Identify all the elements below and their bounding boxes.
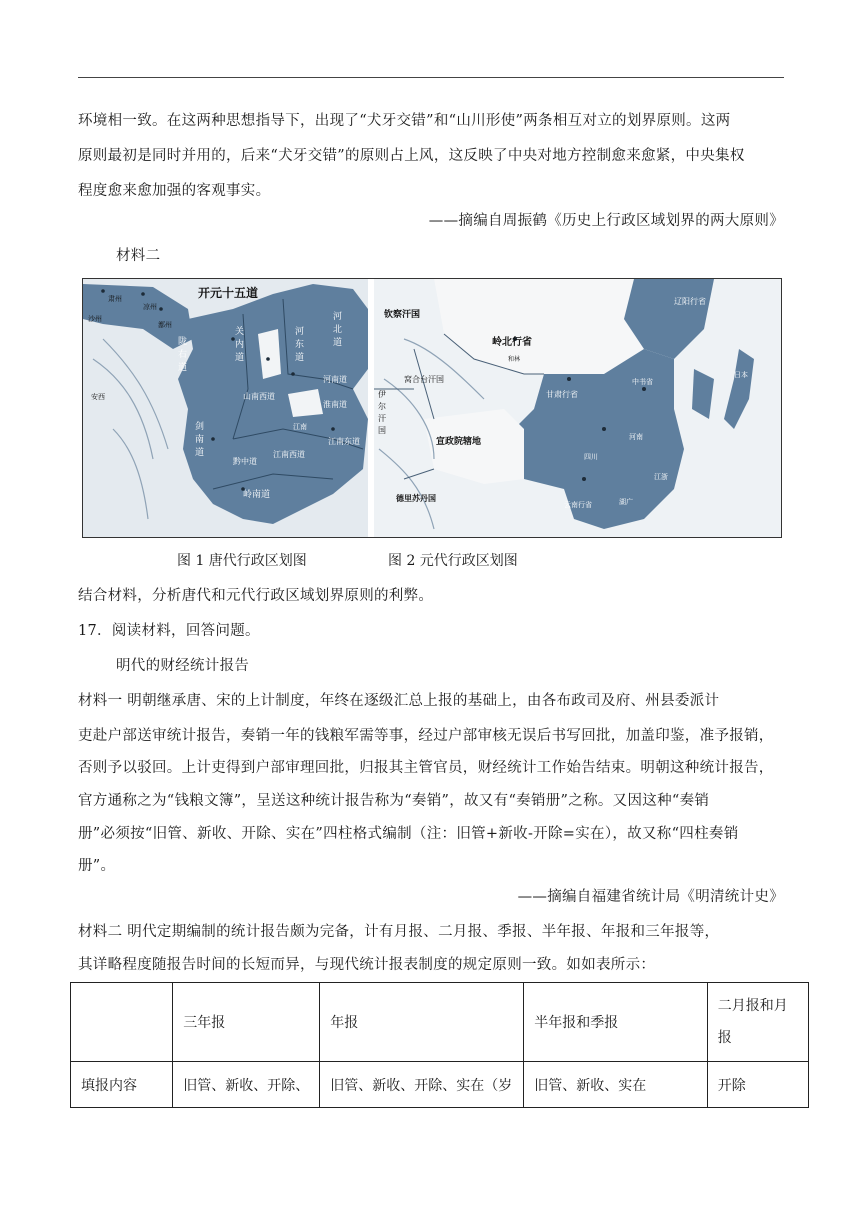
- map1-label-henan: 河南道: [323, 375, 347, 384]
- map1-label-he2: 河: [333, 312, 343, 322]
- map1-label-liangzhou: 凉州: [143, 303, 157, 311]
- map1-label-shanzhou: 鄯州: [158, 321, 172, 329]
- m1-line-5: 册”必须按“旧管、新收、开除、实在”四柱格式编制（注：旧管+新收-开除=实在），故又称“四柱奏销: [78, 826, 739, 842]
- map1-label-dao4: 道: [333, 338, 343, 348]
- m2-line-2: 其详略程度随报告时间的长短而异，与现代统计报表制度的规定原则一致。如如表所示：: [78, 957, 656, 973]
- map2-label-gansu: 甘肃行省: [546, 390, 578, 399]
- map1-label-dao1: 道: [178, 363, 188, 373]
- question-text: 结合材料，分析唐代和元代行政区域划界原则的利弊。: [78, 588, 434, 604]
- m1-line-1: 材料一 明朝继承唐、宋的上计制度，年终在逐级汇总上报的基础上，由各布政司及府、州县委派计: [78, 693, 720, 709]
- table-header-three-year: 三年报: [173, 983, 320, 1062]
- table-cell-annual: 旧管、新收、开除、实在（岁: [320, 1062, 524, 1108]
- map1-label-qianzhong: 黔中道: [233, 457, 257, 466]
- map1-label-bei: 北: [333, 325, 343, 335]
- map2-label-lingbei: 岭北行省: [492, 337, 532, 348]
- map1-label-jiangnanxi: 江南西道: [273, 450, 305, 459]
- map2-label-guo: 国: [378, 426, 386, 435]
- map1-label-huainan: 淮南道: [323, 400, 347, 409]
- table-header-bimonthly-monthly: 二月报和月报: [707, 983, 808, 1062]
- map2-label-sichuan: 四川: [584, 453, 598, 461]
- map2-label-wohetai: 窝合台汗国: [404, 375, 444, 384]
- map2-label-jiangzhe: 江浙: [654, 473, 668, 481]
- map1-label-anxi: 安西: [91, 393, 105, 401]
- table-cell-half-quarter: 旧管、新收、实在: [524, 1062, 708, 1108]
- m1-line-3: 否则予以驳回。上计吏得到户部审理回批，归报其主管官员，财经统计工作始告结束。明朝这种统计报告，: [78, 760, 774, 776]
- map1-label-shazhou: 沙州: [88, 315, 102, 323]
- map1-label-dao3: 道: [295, 353, 305, 363]
- map1-label-shannanxi: 山南西道: [243, 392, 275, 401]
- map1-label-nan: 南: [195, 435, 205, 445]
- map2-label-zhongshu: 中书省: [632, 378, 653, 386]
- map1-label-jian: 剑: [195, 422, 205, 432]
- map1-label-dong: 东: [295, 340, 305, 350]
- map2-label-qincha: 钦察汗国: [384, 310, 421, 320]
- map1-label-jiangnan: 江南: [293, 423, 307, 431]
- m2-line-1: 材料二 明代定期编制的统计报告颇为完备，计有月报、二月报、季报、半年报、年报和三年报等，: [78, 924, 720, 940]
- intro-line-3: 程度愈来愈加强的客观事实。: [78, 183, 271, 199]
- map2-label-henan: 河南: [629, 433, 643, 441]
- map1-label-long: 陇: [178, 337, 188, 347]
- table-row-label: 填报内容: [71, 1062, 173, 1108]
- figure1-caption: 图 1 唐代行政区划图: [177, 553, 307, 569]
- map2-label-yi: 伊: [378, 390, 386, 399]
- material2-label: 材料二: [116, 248, 161, 264]
- map1-label-dao2: 道: [235, 353, 245, 363]
- map1-label-lingnan: 岭南道: [243, 490, 271, 500]
- map2-label-yunnan: 云南行省: [564, 501, 592, 509]
- map1-label-dao5: 道: [195, 448, 205, 458]
- m1-line-2: 吏赴户部送审统计报告，奏销一年的钱粮军需等事，经过户部审核无误后书写回批，加盖印鉴，准予报销，: [78, 728, 774, 744]
- table-header-row: [71, 983, 809, 1062]
- map2-label-liaoyang: 辽阳行省: [674, 297, 706, 306]
- map1-label-suzhou: 肃州: [108, 295, 122, 303]
- map2-label-huguang: 湖广: [619, 498, 633, 506]
- map1-title: 开元十五道: [198, 286, 259, 300]
- m1-line-6: 册”。: [78, 858, 116, 874]
- map-figure-svg: [83, 279, 781, 537]
- map-tang: [83, 279, 368, 537]
- map1-label-jiangnandong: 江南东道: [328, 437, 360, 446]
- map2-label-han: 汗: [378, 414, 386, 423]
- q17-subtitle: 明代的财经统计报告: [116, 658, 250, 674]
- map-figure: [82, 278, 782, 538]
- map2-label-er: 尔: [378, 402, 386, 411]
- m1-source: ——摘编自福建省统计局《明清统计史》: [517, 889, 784, 905]
- table-header-half-quarter: 半年报和季报: [524, 983, 708, 1062]
- table-header-annual: 年报: [320, 983, 524, 1062]
- intro-source: ——摘编自周振鹤《历史上行政区域划界的两大原则》: [428, 213, 784, 229]
- intro-line-1: 环境相一致。在这两种思想指导下，出现了“犬牙交错”和“山川形使”两条相互对立的划界原则。这两: [78, 113, 731, 129]
- table-row: [71, 1062, 809, 1108]
- report-table: [70, 982, 809, 1108]
- figure2-caption: 图 2 元代行政区划图: [388, 553, 518, 569]
- map1-label-nei: 内: [235, 340, 245, 350]
- table-cell-three-year: 旧管、新收、开除、: [173, 1062, 320, 1108]
- map2-label-helin: 和林: [508, 356, 521, 363]
- map-yuan: [374, 279, 781, 537]
- table-cell-bimonthly-monthly: 开除: [707, 1062, 808, 1108]
- header-rule: [78, 77, 784, 78]
- table-header-empty: [71, 983, 173, 1062]
- map2-label-deli: 德里苏丹国: [396, 494, 436, 503]
- q17-title: 17．阅读材料，回答问题。: [78, 623, 260, 639]
- map2-label-riben: 日本: [734, 371, 748, 379]
- m1-line-4: 官方通称之为“钱粮文簿”，呈送这种统计报告称为“奏销”，故又有“奏销册”之称。又因这种“奏销: [78, 793, 710, 809]
- map1-label-you: 右: [178, 350, 188, 360]
- map1-label-guan: 关: [235, 327, 245, 337]
- intro-line-2: 原则最初是同时并用的，后来“犬牙交错”的原则占上风，这反映了中央对地方控制愈来愈紧，中央集权: [78, 148, 745, 164]
- map1-label-he1: 河: [295, 327, 305, 337]
- map2-label-xuanzheng: 宣政院辖地: [436, 437, 482, 447]
